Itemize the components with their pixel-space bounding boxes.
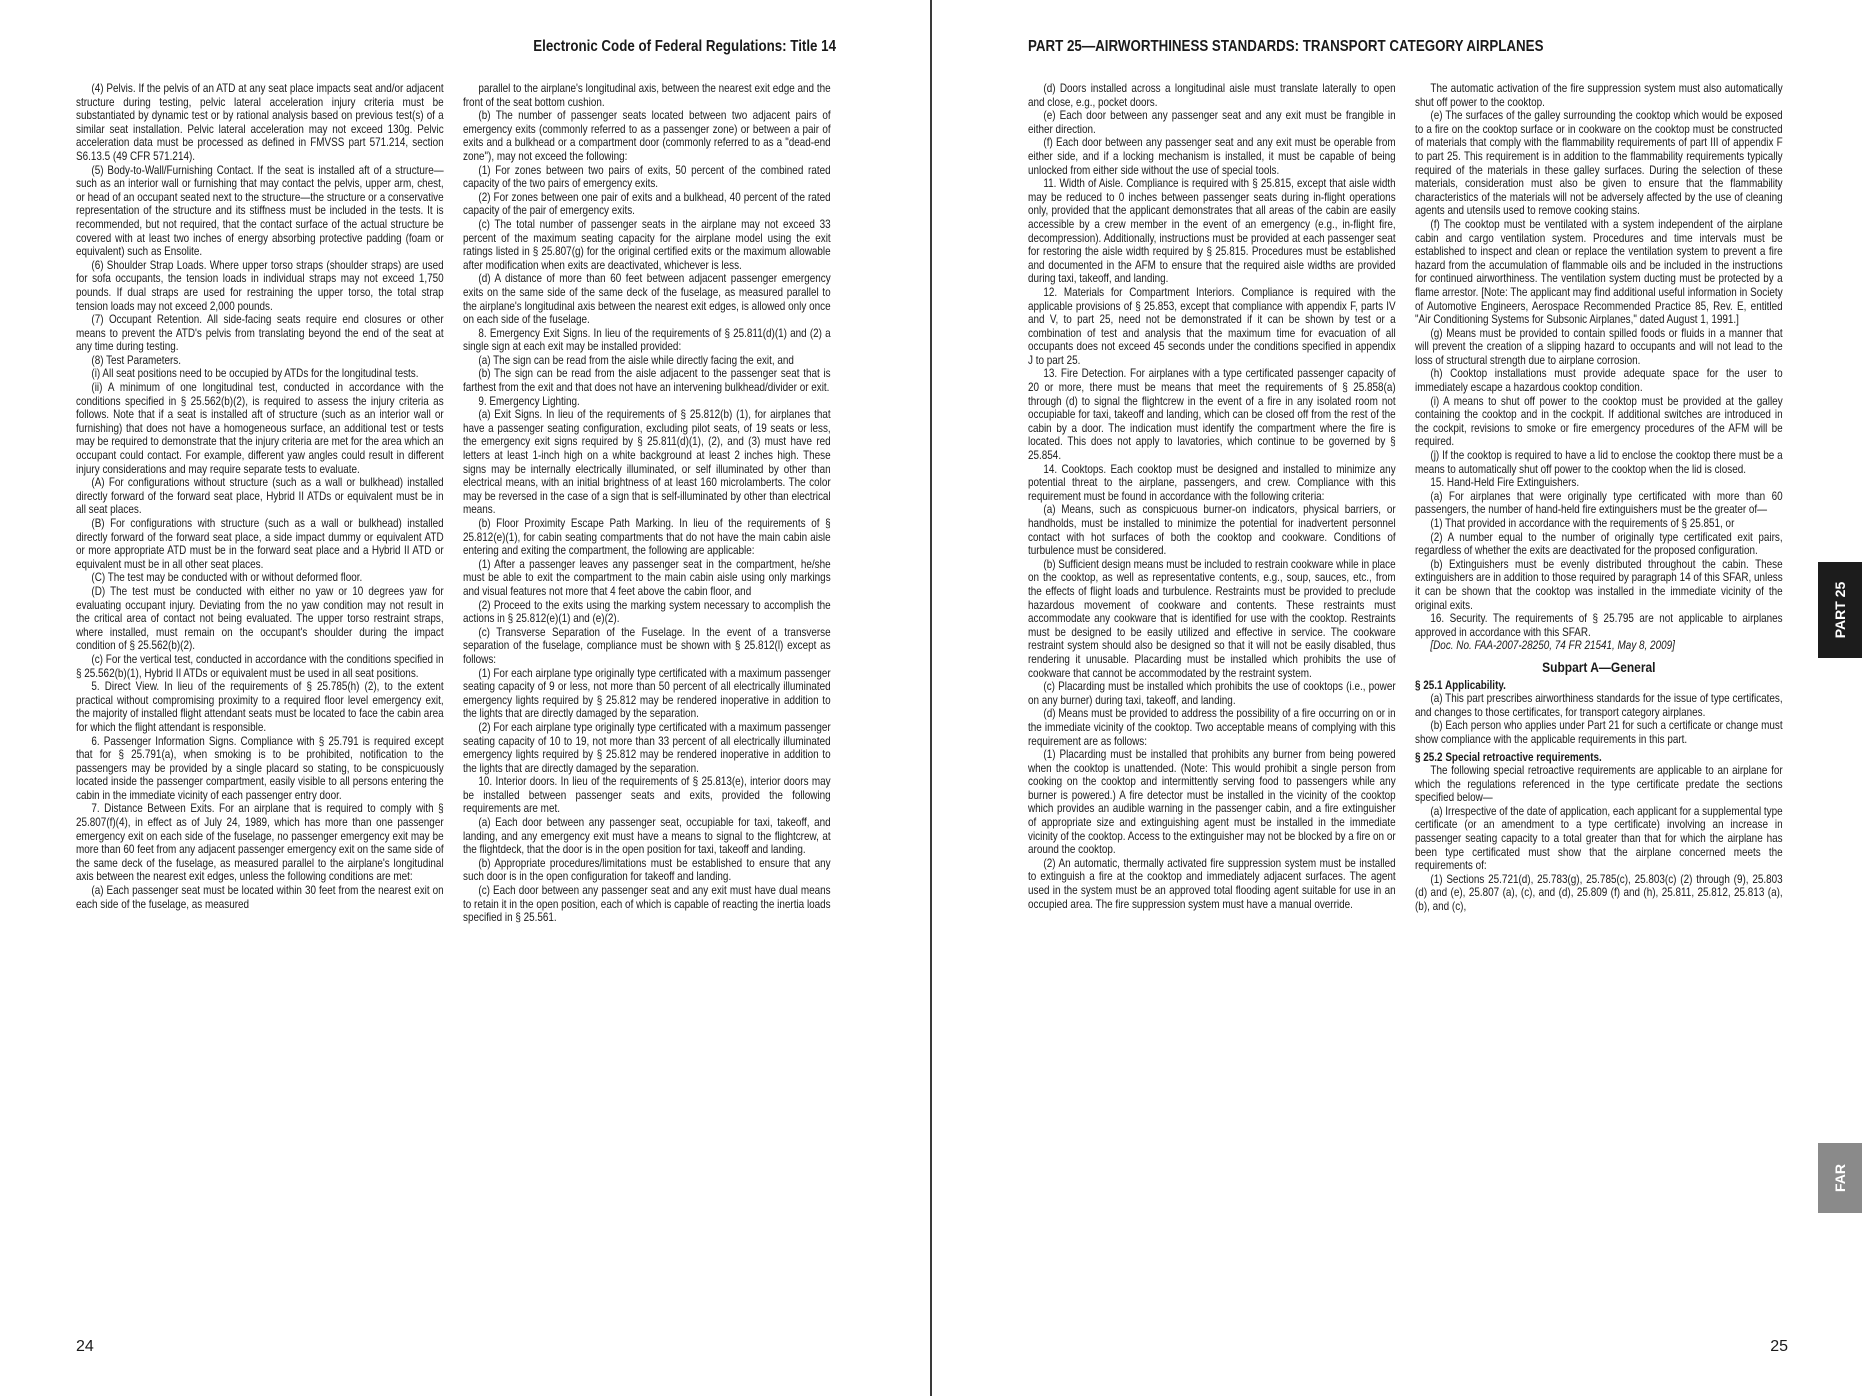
document-citation: [Doc. No. FAA-2007-28250, 74 FR 21541, May 8, 2009]	[1430, 639, 1675, 653]
paragraph: (d) A distance of more than 60 feet between adjacent passenger emergency exits on the same side of the same deck of the fuselage, as measured parallel to the airplane's longitudinal axis between the nearest exit edges, is allowed only once on each side of the fuselage.	[463, 272, 831, 327]
section-25-2-heading: § 25.2 Special retroactive requirements.	[1415, 750, 1602, 764]
paragraph: (8) Test Parameters.	[91, 353, 182, 367]
paragraph: (b) Each person who applies under Part 21 for such a certificate or change must show compliance with the applicable requirements in this part.	[1415, 719, 1783, 746]
paragraph: (c) Transverse Separation of the Fuselage. In the event of a transverse separation of the fuselage, compliance must be shown with § 25.812(l) except as follows:	[463, 625, 831, 666]
paragraph: parallel to the airplane's longitudinal axis, between the nearest exit edge and the front of the seat bottom cushion.	[463, 82, 831, 109]
paragraph: (a) Irrespective of the date of application, each applicant for a supplemental type certificate (or an amendment to a type certificate) involving an increase in passenger seating capacity to a total greater than that for which the airplane has been type certificated must show that the airplane concerned meets the requirements of:	[1415, 804, 1783, 873]
page-number-left: 24	[76, 1338, 94, 1355]
paragraph: (2) For each airplane type originally type certificated with a maximum passenger seating capacity of 10 to 19, not more than 33 percent of all electrically illuminated emergency lights required by § 25.812 may be rendered inoperative in addition to the lights that are directly damaged by the separation.	[463, 720, 831, 775]
paragraph: 5. Direct View. In lieu of the requirements of § 25.785(h) (2), to the extent practical without compromising proximity to a required floor level emergency exit, the majority of installed flight attendant seats must be located to face the cabin area for which the flight attendant is responsible.	[76, 680, 444, 734]
left-column-2	[463, 82, 831, 1342]
paragraph: (1) Placarding must be installed that prohibits any burner from being powered when the cooktop is unattended. (Note: This would prohibit a single person from cooking on the cooktop and intermittently serving food to passengers while any burner is powered.) A fire detector must be installed in the vicinity of the cooktop which provides an audible warning in the passenger cabin, and a fire extinguisher of appropriate size and extinguishing agent must be installed in the immediate vicinity of the cooktop. Access to the extinguisher may not be blocked by a fire on or around the cooktop.	[1028, 748, 1396, 857]
paragraph: (2) For zones between one pair of exits and a bulkhead, 40 percent of the rated capacity of the pair of emergency exits.	[463, 190, 831, 218]
paragraph: (D) The test must be conducted with either no yaw or 10 degrees yaw for evaluating occupant injury. Deviating from the no yaw condition may not result in the critical area of contact not being evaluated. The upper torso restraint straps, where installed, must remain on the occupant's shoulder during the impact condition of § 25.562(b)(2).	[76, 584, 444, 653]
paragraph: (f) Each door between any passenger seat and any exit must be operable from either side, and if a locking mechanism is installed, it must be capable of being unlocked from either side without the use of special tools.	[1028, 136, 1396, 177]
paragraph: (g) Means must be provided to contain spilled foods or fluids in a manner that will prevent the creation of a slipping hazard to occupants and will not lead to the loss of structural strength due to airplane corrosion.	[1415, 326, 1783, 367]
paragraph: (a) Each passenger seat must be located within 30 feet from the nearest exit on each side of the fuselage, as measured	[76, 884, 444, 911]
left-column-1	[76, 82, 444, 1342]
paragraph: (1) For zones between two pairs of exits, 50 percent of the combined rated capacity of the two pairs of emergency exits.	[463, 163, 831, 191]
paragraph: (1) After a passenger leaves any passenger seat in the compartment, he/she must be able to exit the compartment to the main cabin aisle using only markings and visual features not more that 4 feet above the cabin floor, and	[463, 557, 831, 598]
paragraph: (b) Sufficient design means must be included to restrain cookware while in place on the cooktop, as well as representative contents, e.g., soup, sauces, etc., from the effects of flight loads and turbulence. Restraints must be provided to preclude hazardous movement of cookware and contents. These restraints must accommodate any cookware that is identified for use with the cooktop. Restraints must be designed to be easily utilized and effective in service. The cookware restraint system should also be designed so that it will not be easily disabled, thus rendering it unusable. Placarding must be installed which prohibits the use of cookware that cannot be accommodated by the restraint system.	[1028, 557, 1396, 680]
paragraph: 10. Interior doors. In lieu of the requirements of § 25.813(e), interior doors may be installed between passenger seats and exits, provided the following requirements are met.	[463, 775, 831, 816]
paragraph: 9. Emergency Lighting.	[478, 394, 580, 408]
page-number-right: 25	[1770, 1338, 1788, 1355]
section-25-1-heading: § 25.1 Applicability.	[1415, 678, 1506, 692]
paragraph: (b) Floor Proximity Escape Path Marking. In lieu of the requirements of § 25.812(e)(1), for cabin seating compartments that do not have the main cabin aisle entering and exiting the compartment, the following are applicable:	[463, 517, 831, 558]
paragraph: (e) The surfaces of the galley surrounding the cooktop which would be exposed to a fire on the cooktop surface or in cookware on the cooktop must be constructed of materials that comply with the flammability requirements of part III of appendix F to part 25. This requirement is in addition to the flammability requirements typically required of the materials in these galley surfaces. During the selection of these materials, consideration must also be given to ensure that the flammability characteristics of the materials will not be adversely affected by the use of cleaning agents and utensils used to remove cooking stains.	[1415, 109, 1783, 218]
paragraph: (b) Extinguishers must be evenly distributed throughout the cabin. These extinguishers are in addition to those required by paragraph 14 of this SFAR, unless it can be shown that the cooktop was installed in the immediate vicinity of the original exits.	[1415, 557, 1783, 612]
running-head-left: Electronic Code of Federal Regulations: Title 14	[533, 38, 836, 55]
paragraph: (2) Proceed to the exits using the marking system necessary to accomplish the actions in § 25.812(e)(1) and (e)(2).	[463, 598, 831, 626]
paragraph: (i) A means to shut off power to the cooktop must be provided at the galley containing the cooktop and in the cockpit. If additional switches are introduced in the cockpit, revisions to smoke or fire emergency procedures of the AFM will be required.	[1415, 394, 1783, 449]
paragraph: (6) Shoulder Strap Loads. Where upper torso straps (shoulder straps) are used for sofa occupants, the tension loads in individual straps may not exceed 1,750 pounds. If dual straps are used for restraining the upper torso, the total strap tension loads may not exceed 2,000 pounds.	[76, 258, 444, 313]
paragraph: (7) Occupant Retention. All side-facing seats require end closures or other means to prevent the ATD's pelvis from translating beyond the end of the seat at any time during testing.	[76, 313, 444, 354]
paragraph: (f) The cooktop must be ventilated with a system independent of the airplane cabin and cargo ventilation system. Procedures and time intervals must be established to inspect and clean or replace the ventilation system to prevent a fire hazard from the accumulation of flammable oils and be included in the instructions for continued airworthiness. The ventilation system ducting must be protected by a flame arrestor. [Note: The applicant may find additional useful information in Society of Automotive Engineers, Aerospace Recommended Practice 85, Rev. E, entitled "Air Conditioning Systems for Subsonic Airplanes," dated August 1, 1991.]	[1415, 217, 1783, 327]
paragraph: (1) That provided in accordance with the requirements of § 25.851, or	[1430, 517, 1735, 530]
subpart-heading: Subpart A—General	[1542, 658, 1656, 675]
paragraph: (b) Appropriate procedures/limitations must be established to ensure that any such door is in the open configuration for takeoff and landing.	[463, 856, 831, 884]
paragraph: (a) This part prescribes airworthiness standards for the issue of type certificates, and changes to those certificates, for transport category airplanes.	[1415, 692, 1783, 719]
paragraph: 15. Hand-Held Fire Extinguishers.	[1430, 476, 1580, 490]
paragraph: (5) Body-to-Wall/Furnishing Contact. If the seat is installed aft of a structure—such as an interior wall or furnishing that may contact the pelvis, upper arm, chest, or head of an occupant seated next to the structure—the structure or a conservative representation of the structure and its stiffness must be included in the tests. It is recommended, but not required, that the contact surface of the actual structure be covered with at least two inches of energy absorbing protective padding (foam or equivalent) such as Ensolite.	[76, 163, 444, 259]
right-column-2	[1415, 82, 1783, 1342]
paragraph: (d) Means must be provided to address the possibility of a fire occurring on or in the immediate vicinity of the cooktop. Two acceptable means of complying with this requirement are as follows:	[1028, 707, 1396, 748]
paragraph: (2) A number equal to the number of originally type certificated exit pairs, regardless of whether the exits are deactivated for the proposed configuration.	[1415, 530, 1783, 558]
paragraph: (1) For each airplane type originally type certificated with a maximum passenger seating capacity of 9 or less, not more than 50 percent of all electrically illuminated emergency lights required by § 25.812 may be rendered inoperative in addition to the lights that are directly damaged by the separation.	[463, 666, 831, 721]
paragraph: The following special retroactive requirements are applicable to an airplane for which the regulations referenced in the type certificate predate the sections specified below—	[1415, 764, 1783, 805]
paragraph: 13. Fire Detection. For airplanes with a type certificated passenger capacity of 20 or more, there must be means that meet the requirements of § 25.858(a) through (d) to signal the flightcrew in the event of a fire in any isolated room not occupiable for taxi, takeoff and landing, which can be closed off from the rest of the cabin by a door. The indication must identify the compartment where the fire is located. This does not apply to lavatories, which continue to be governed by § 25.854.	[1028, 367, 1396, 463]
paragraph: (b) The sign can be read from the aisle adjacent to the passenger seat that is farthest from the exit and that does not have an intervening bulkhead/divider or exit.	[463, 367, 831, 395]
paragraph: (c) Placarding must be installed which prohibits the use of cooktops (i.e., power on any burner) during taxi, takeoff, and landing.	[1028, 680, 1396, 707]
paragraph: 12. Materials for Compartment Interiors. Compliance is required with the applicable provisions of § 25.853, except that compliance with appendix F, parts IV and V, to part 25, need not be demonstrated if it can be shown by test or a combination of test and analysis that the maximum time for evacuation of all occupants does not exceed 45 seconds under the conditions specified in appendix J to part 25.	[1028, 285, 1396, 367]
paragraph: (b) The number of passenger seats located between two adjacent pairs of emergency exits (commonly referred to as a passenger zone) or between a pair of exits and a bulkhead or a compartment door (commonly referred to as a "dead-end zone"), may not exceed the following:	[463, 109, 831, 163]
paragraph: (a) Exit Signs. In lieu of the requirements of § 25.812(b) (1), for airplanes that have a passenger seating configuration, excluding pilot seats, of 19 seats or less, the emergency exit signs required by § 25.811(d)(1), (2), and (3) must have red letters at least 1-inch high on a white background at least 2 inches high. These signs may be internally electrically illuminated, or self illuminated by other than electrical means, with an initial brightness of at least 160 microlamberts. The color may be reversed in the case of a sign that is self-illuminated by other than electrical means.	[463, 408, 831, 517]
paragraph: (j) If the cooktop is required to have a lid to enclose the cooktop there must be a means to automatically shut off power to the cooktop when the lid is closed.	[1415, 449, 1783, 476]
running-head-right: PART 25—AIRWORTHINESS STANDARDS: TRANSPORT CATEGORY AIRPLANES	[1028, 38, 1544, 55]
paragraph: (1) Sections 25.721(d), 25.783(g), 25.785(c), 25.803(c) (2) through (9), 25.803 (d) and (e), 25.807 (a), (c), and (d), 25.809 (f) and (h), 25.811, 25.812, 25.813 (a), (b), and (c),	[1415, 872, 1783, 914]
paragraph: (d) Doors installed across a longitudinal aisle must translate laterally to open and close, e.g., pocket doors.	[1028, 82, 1396, 109]
paragraph: (A) For configurations without structure (such as a wall or bulkhead) installed directly forward of the forward seat place, Hybrid II ATDs or equivalent must be in all seat places.	[76, 476, 444, 517]
right-page	[932, 0, 1862, 1396]
far-thumb-tab: FAR	[1818, 1143, 1862, 1213]
paragraph: (a) Means, such as conspicuous burner-on indicators, physical barriers, or handholds, must be installed to minimize the potential for inadvertent personnel contact with hot surfaces of both the cooktop and cookware. Conditions of turbulence must be considered.	[1028, 503, 1396, 558]
paragraph: (e) Each door between any passenger seat and any exit must be frangible in either direction.	[1028, 109, 1396, 136]
paragraph: 11. Width of Aisle. Compliance is required with § 25.815, except that aisle width may be reduced to 0 inches between passenger seats during in-flight operations only, provided that the applicant demonstrates that all areas of the cabin are easily accessible by a crew member in the event of an emergency (e.g., in-flight fire, decompression). Additionally, instructions must be provided at each passenger seat for restoring the aisle width required by § 25.815. Procedures must be established and documented in the AFM to ensure that the required aisle widths are provided during taxi, takeoff, and landing.	[1028, 177, 1396, 286]
paragraph: (4) Pelvis. If the pelvis of an ATD at any seat place impacts seat and/or adjacent structure during testing, pelvic lateral acceleration injury criteria must be substantiated by dynamic test or by rational analysis based on previous test(s) of a similar seat installation. Pelvic lateral acceleration may not exceed 130g. Pelvic acceleration data must be processed as defined in FMVSS part 571.214, section S6.13.5 (49 CFR 571.214).	[76, 82, 444, 163]
left-page	[0, 0, 930, 1396]
paragraph: (2) An automatic, thermally activated fire suppression system must be installed to extinguish a fire at the cooktop and immediately adjacent surfaces. The agent used in the system must be an approved total flooding agent suitable for use in an occupied area. The fire suppression system must have a manual override.	[1028, 856, 1396, 911]
paragraph: (a) For airplanes that were originally type certificated with more than 60 passengers, the number of hand-held fire extinguishers must be the greater of—	[1415, 489, 1783, 517]
paragraph: 14. Cooktops. Each cooktop must be designed and installed to minimize any potential threat to the airplane, passengers, and crew. Compliance with this requirement must be found in accordance with the following criteria:	[1028, 462, 1396, 503]
part-25-thumb-tab: PART 25	[1818, 562, 1862, 658]
paragraph: (a) The sign can be read from the aisle while directly facing the exit, and	[478, 353, 794, 367]
paragraph: (ii) A minimum of one longitudinal test, conducted in accordance with the conditions specified in § 25.562(b)(2), is required to assess the injury criteria as follows. Note that if a seat is installed aft of structure (such as an interior wall or furnishing) that does not have a homogeneous surface, an additional test or tests may be required to demonstrate that the injury criteria are met for the area which an occupant could contact. For example, different yaw angles could result in different injury considerations and may require separate tests to evaluate.	[76, 381, 444, 476]
paragraph: 6. Passenger Information Signs. Compliance with § 25.791 is required except that for § 25.791(a), when smoking is to be prohibited, notification to the passengers may be provided by a single placard so stating, to be conspicuously located inside the passenger compartment, easily visible to all persons entering the cabin in the immediate vicinity of each passenger entry door.	[76, 734, 444, 802]
paragraph: (C) The test may be conducted with or without deformed floor.	[91, 571, 363, 585]
paragraph: 8. Emergency Exit Signs. In lieu of the requirements of § 25.811(d)(1) and (2) a single sign at each exit may be installed provided:	[463, 326, 831, 354]
paragraph: (c) For the vertical test, conducted in accordance with the conditions specified in § 25.562(b)(1), Hybrid II ATDs or equivalent must be used in all seat positions.	[76, 652, 444, 680]
paragraph: (i) All seat positions need to be occupied by ATDs for the longitudinal tests.	[91, 367, 419, 381]
paragraph: The automatic activation of the fire suppression system must also automatically shut off power to the cooktop.	[1415, 82, 1783, 109]
paragraph: (c) Each door between any passenger seat and any exit must have dual means to retain it in the open position, each of which is capable of reacting the inertia loads specified in § 25.561.	[463, 884, 831, 925]
paragraph: (a) Each door between any passenger seat, occupiable for taxi, takeoff, and landing, and any emergency exit must have a means to signal to the flightcrew, at the flightdeck, that the door is in the open position for taxi, takeoff and landing.	[463, 816, 831, 857]
paragraph: 7. Distance Between Exits. For an airplane that is required to comply with § 25.807(f)(4), in effect as of July 24, 1989, which has more than one passenger emergency exit on each side of the fuselage, no passenger emergency exit may be more than 60 feet from any adjacent passenger emergency exit on the same side of the same deck of the fuselage, as measured parallel to the airplane's longitudinal axis between the nearest exit edges, unless the following conditions are met:	[76, 802, 444, 884]
right-column-1	[1028, 82, 1396, 1342]
paragraph: (c) The total number of passenger seats in the airplane may not exceed 33 percent of the maximum seating capacity for the airplane model using the exit ratings listed in § 25.807(g) for the original certified exits or the maximum allowable after modification when exits are deactivated, whichever is less.	[463, 217, 831, 272]
paragraph: (B) For configurations with structure (such as a wall or bulkhead) installed directly forward of the forward seat place, a side impact dummy or equivalent ATD or more appropriate ATD must be in the forward seat place and a Hybrid II ATD or equivalent must be in all other seat places.	[76, 517, 444, 571]
paragraph: (h) Cooktop installations must provide adequate space for the user to immediately escape a hazardous cooktop condition.	[1415, 367, 1783, 395]
paragraph: 16. Security. The requirements of § 25.795 are not applicable to airplanes approved in accordance with this SFAR.	[1415, 612, 1783, 639]
